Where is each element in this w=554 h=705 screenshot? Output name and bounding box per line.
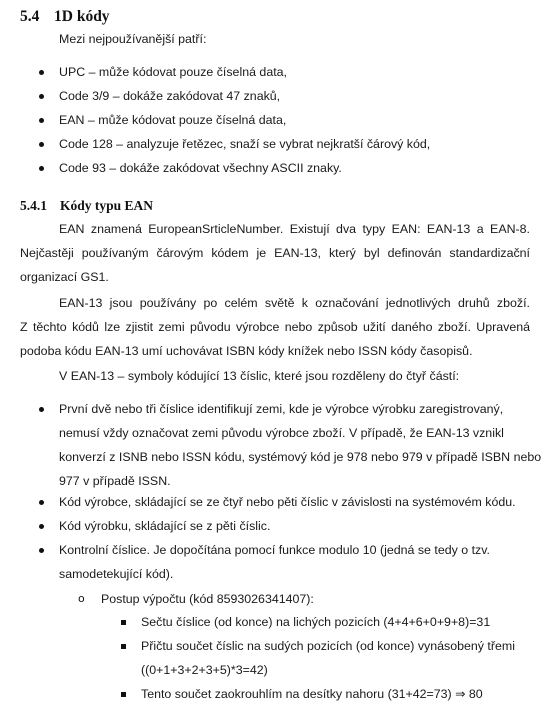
procedure-step: Přičtu součet číslic na sudých pozicích (od konce) vynásobený třemi xyxy=(141,639,515,653)
paragraph-line: organizací GS1. xyxy=(20,270,109,284)
subsection-heading xyxy=(20,198,153,214)
list-item-line: První dvě nebo tři číslice identifikují zemi, kde je výrobce výrobku zaregistrovaný, xyxy=(59,402,504,416)
list-bullet xyxy=(39,166,44,171)
list-bullet xyxy=(39,548,44,553)
list-item: Code 93 – dokáže zakódovat všechny ASCII znaky. xyxy=(59,161,342,175)
paragraph-line: V EAN-13 – symboly kódující 13 číslic, které jsou rozděleny do čtyř částí: xyxy=(59,369,460,383)
section-heading xyxy=(20,8,110,26)
list-bullet xyxy=(39,118,44,123)
circle-bullet-icon: o xyxy=(78,592,85,605)
section-title: 1D kódy xyxy=(54,8,110,25)
procedure-step: ((0+1+3+2+3+5)*3=42) xyxy=(141,663,268,677)
subsection-number: 5.4.1 xyxy=(20,198,47,213)
list-item-line: Kontrolní číslice. Je dopočítána pomocí funkce modulo 10 (jedná se tedy o tzv. xyxy=(59,543,490,557)
procedure-label: Postup výpočtu (kód 8593026341407): xyxy=(101,592,314,606)
list-item-line: konverzí z ISNB nebo ISSN kódu, systémový kód je 978 nebo 979 v případě ISBN nebo xyxy=(59,450,542,464)
list-item-line: Kód výrobce, skládající se ze čtyř nebo pěti číslic v závislosti na systémovém kódu. xyxy=(59,495,516,509)
section-number: 5.4 xyxy=(20,8,40,25)
paragraph-line: Z těchto kódů lze zjistit zemi původu výrobce nebo způsob užití daného zboží. Upravená xyxy=(20,320,530,334)
list-item-line: Kód výrobku, skládající se z pěti číslic. xyxy=(59,519,271,533)
section-intro: Mezi nejpoužívanější patří: xyxy=(59,32,207,46)
procedure-step: Sečtu číslice (od konce) na lichých pozicích (4+4+6+0+9+8)=31 xyxy=(141,615,491,629)
list-item: UPC – může kódovat pouze číselná data, xyxy=(59,65,287,79)
list-bullet xyxy=(39,94,44,99)
paragraph-line: Nejčastěji používaným čárovým kódem je EAN-13, který byl definován standardizační xyxy=(20,246,530,260)
list-bullet xyxy=(39,142,44,147)
subsection-title: Kódy typu EAN xyxy=(60,198,154,213)
list-item: EAN – může kódovat pouze číselná data, xyxy=(59,113,287,127)
list-item-line: samodetekující kód). xyxy=(59,567,174,581)
paragraph-line: EAN znamená EuropeanSrticleNumber. Existují dva typy EAN: EAN-13 a EAN-8. xyxy=(59,222,530,236)
procedure-step: Tento součet zaokrouhlím na desítky nahoru (31+42=73) ⇒ 80 xyxy=(141,687,483,701)
list-bullet xyxy=(39,524,44,529)
list-item-line: 977 v případě ISSN. xyxy=(59,474,171,488)
list-item: Code 128 – analyzuje řetězec, snaží se vybrat nejkratší čárový kód, xyxy=(59,137,431,151)
list-bullet xyxy=(39,70,44,75)
paragraph-line: podoba kódu EAN-13 umí uchovávat ISBN kódy knížek nebo ISSN kódy časopisů. xyxy=(20,344,473,358)
paragraph-line: EAN-13 jsou používány po celém světě k označování jednotlivých druhů zboží. xyxy=(59,296,530,310)
list-item: Code 3/9 – dokáže zakódovat 47 znaků, xyxy=(59,89,281,103)
list-bullet xyxy=(39,407,44,412)
list-bullet xyxy=(39,500,44,505)
square-bullet-icon xyxy=(121,644,126,649)
square-bullet-icon xyxy=(121,692,126,697)
list-item-line: nemusí vždy označovat zemi původu výrobce zboží. V případě, že EAN-13 vznikl xyxy=(59,426,504,440)
square-bullet-icon xyxy=(121,620,126,625)
